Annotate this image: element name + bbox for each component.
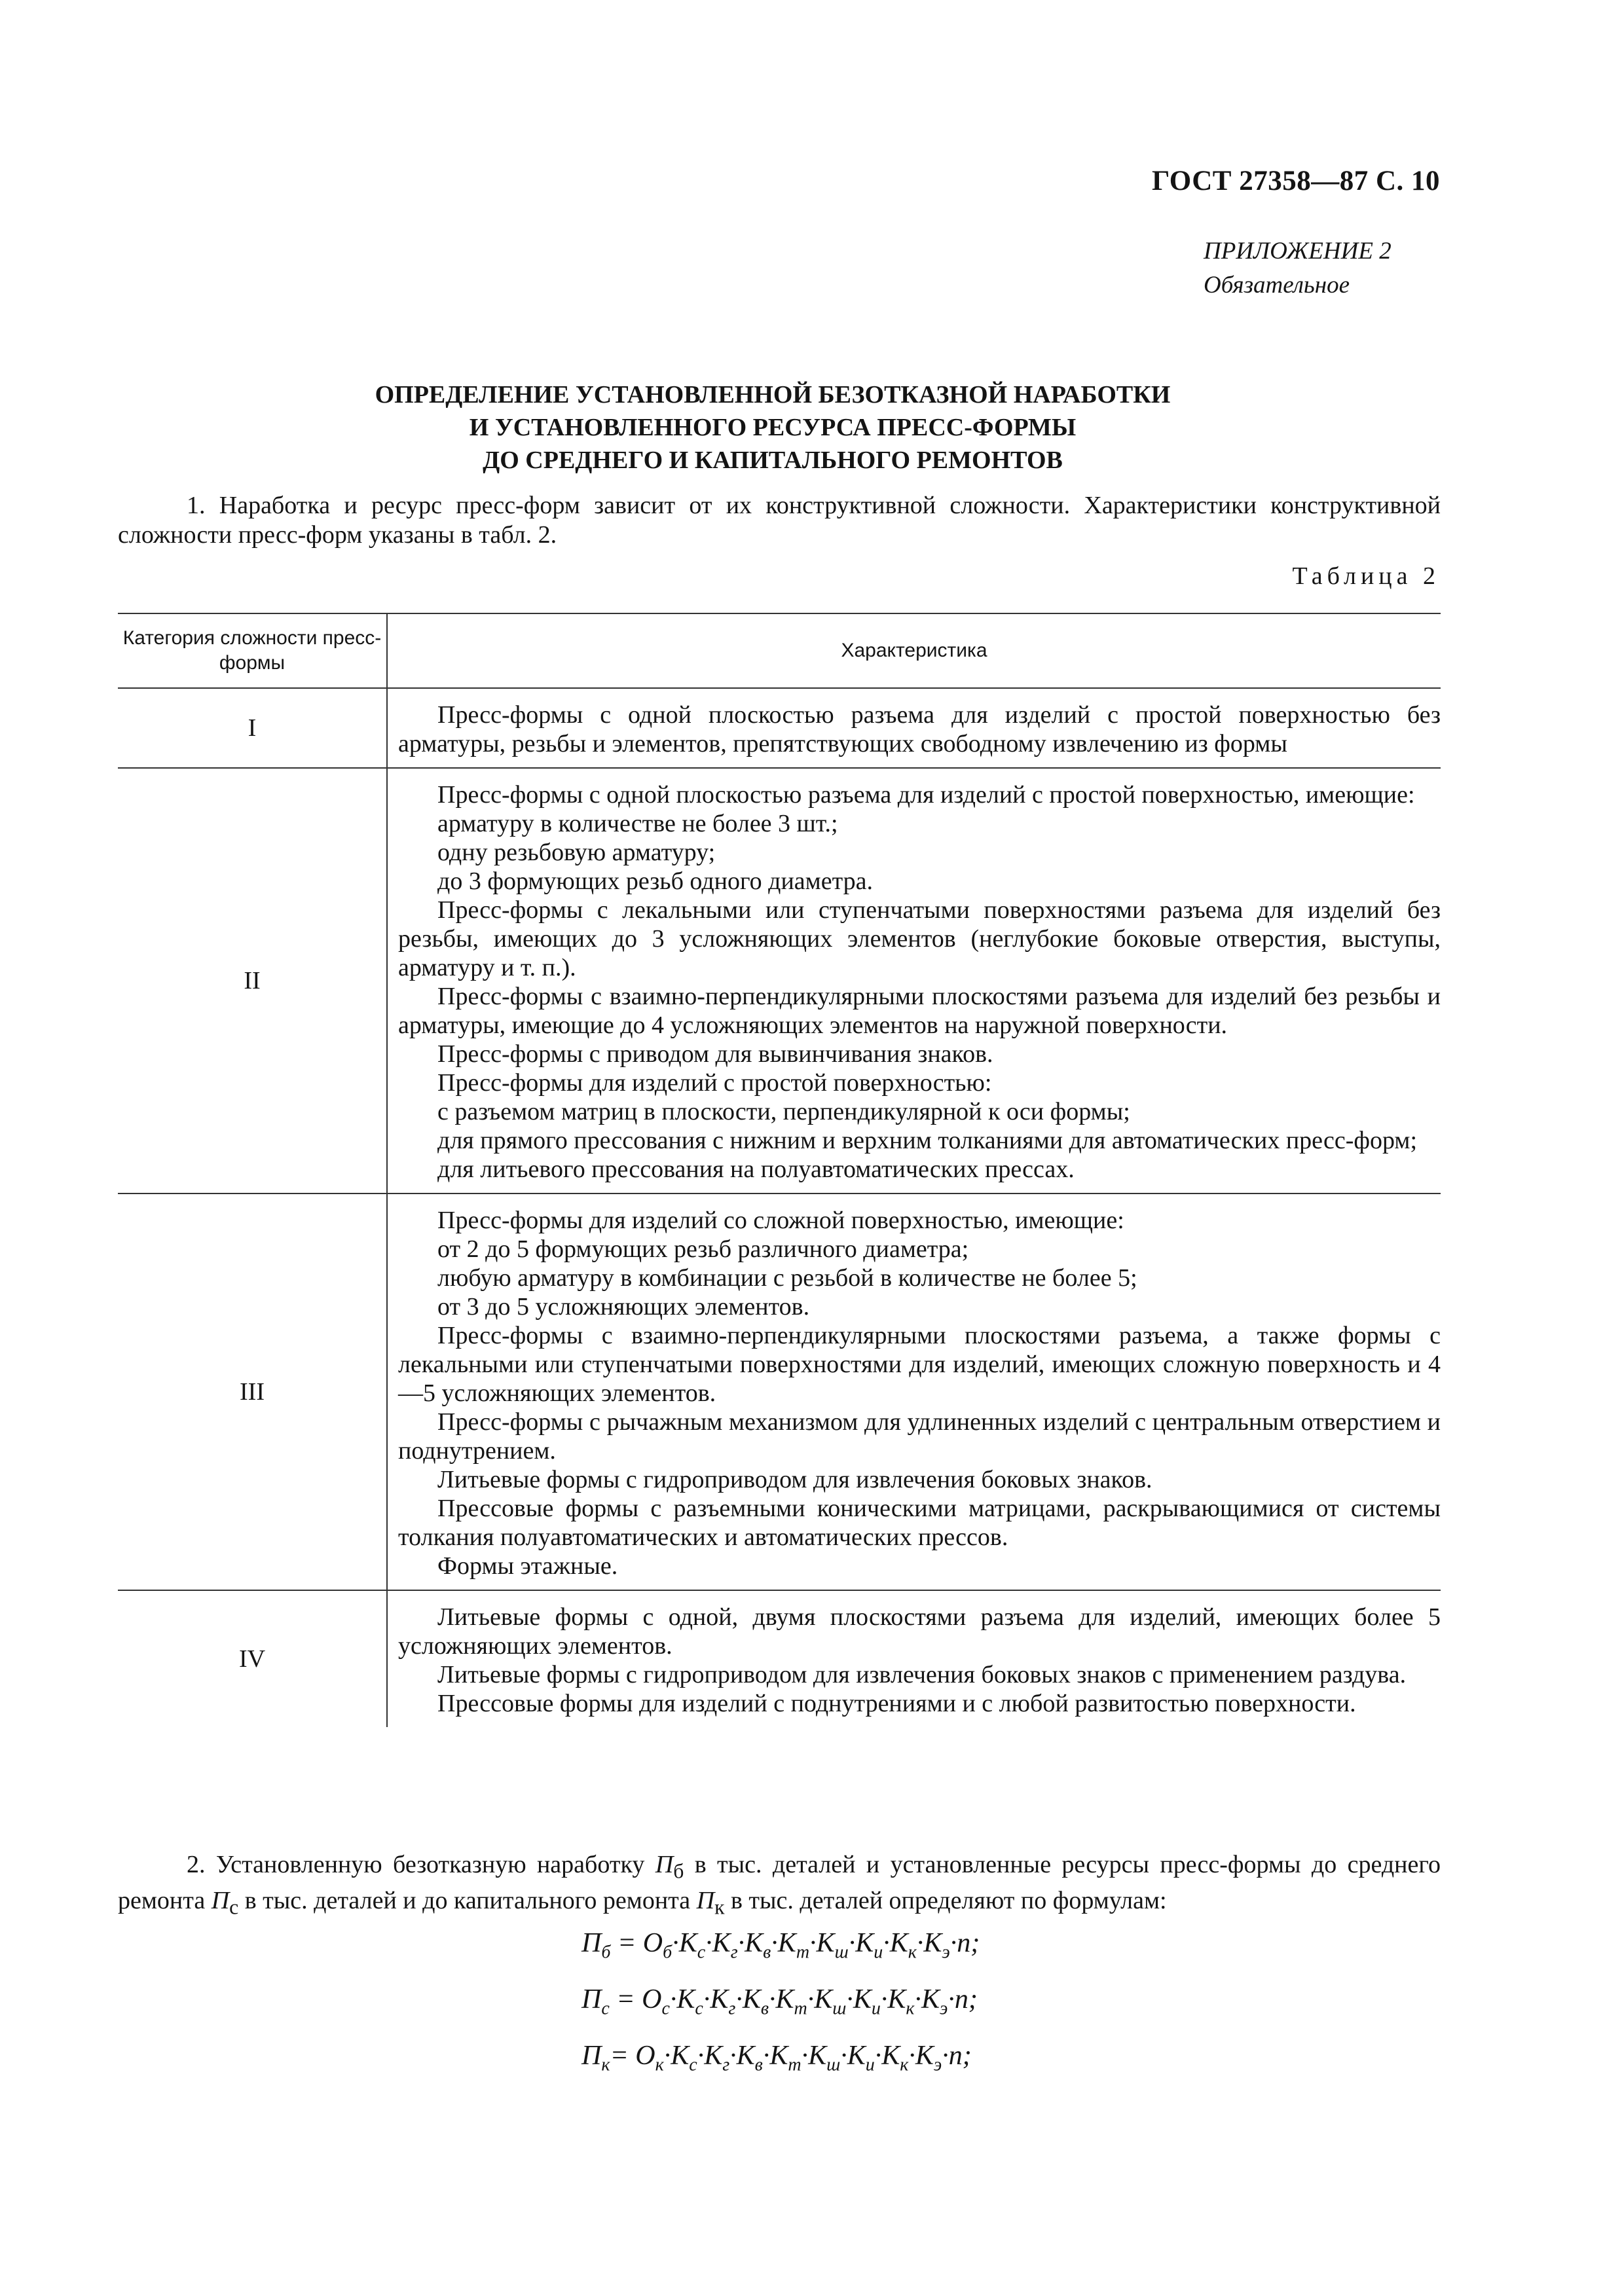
- formula-term: K: [847, 2041, 866, 2071]
- title-line: ДО СРЕДНЕГО И КАПИТАЛЬНОГО РЕМОНТОВ: [483, 446, 1063, 474]
- characteristic-line: с разъемом матриц в плоскости, перпендикулярной к оси формы;: [437, 1098, 1130, 1125]
- formula-term: О: [642, 1984, 662, 2014]
- formula-term: K: [923, 1928, 942, 1958]
- characteristic-cell: [387, 1590, 1441, 1727]
- complexity-table: [118, 613, 1441, 1727]
- characteristic-line: Пресс-формы с лекальными или ступенчатыми поверхностями разъема для изделий без резьбы, имеющих до 3 усложняющих элементов (неглубокие боковые отверстия, выступы, арматуру и т. п.).: [398, 896, 1441, 981]
- formula-term: K: [742, 1984, 761, 2014]
- formula-term: K: [887, 1984, 906, 2014]
- characteristic-line: Пресс-формы для изделий со сложной поверхностью, имеющие:: [437, 1207, 1124, 1234]
- characteristic-line: Пресс-формы с рычажным механизмом для удлиненных изделий с центральным отверстием и поднутрением.: [398, 1408, 1441, 1465]
- characteristic-line: Формы этажные.: [437, 1552, 618, 1580]
- column-header-characteristic: Характеристика: [387, 613, 1441, 688]
- characteristic-cell: [387, 768, 1441, 1194]
- table-row: [118, 768, 1441, 1194]
- characteristic-line: Литьевые формы с одной, двумя плоскостями разъема для изделий, имеющих более 5 усложняющих элементов.: [398, 1603, 1441, 1660]
- formula-term: K: [710, 1984, 729, 2014]
- table-row: [118, 688, 1441, 768]
- formula-term: K: [704, 2041, 723, 2071]
- formula-term: K: [921, 1984, 940, 2014]
- table-row: [118, 1590, 1441, 1727]
- section-title: [118, 378, 1428, 477]
- paragraph-1: 1. Наработка и ресурс пресс-форм зависит от их конструктивной сложности. Характеристики конструктивной сложности пресс-форм указаны в табл. 2.: [118, 492, 1441, 549]
- title-line: И УСТАНОВЛЕННОГО РЕСУРСА ПРЕСС-ФОРМЫ: [469, 414, 1077, 441]
- formula-pb: $П_б = О_б\cdot K_с\cdot K_г\cdot K_в\cdot K_т\cdot K_ш\cdot K_и\cdot K_к\cdot K_э\cdot n$;: [581, 1928, 980, 1963]
- formula-pc: $П_с = О_с\cdot K_с\cdot K_г\cdot K_в\cdot K_т\cdot K_ш\cdot K_и\cdot K_к\cdot K_э\cdot n$;: [581, 1984, 978, 2019]
- annex-label: ПРИЛОЖЕНИЕ 2: [1204, 238, 1392, 264]
- formula-lhs: П: [581, 2041, 602, 2071]
- formula-term: K: [814, 1984, 833, 2014]
- category-cell: IV: [118, 1590, 387, 1727]
- formula-term: О: [635, 2041, 655, 2071]
- characteristic-line: Пресс-формы для изделий с простой поверхностью:: [437, 1069, 992, 1097]
- formula-term: K: [745, 1928, 764, 1958]
- category-cell: III: [118, 1194, 387, 1590]
- annex-block: [1204, 234, 1392, 302]
- characteristic-line: Прессовые формы для изделий с поднутрениями и с любой развитостью поверхности.: [437, 1690, 1356, 1717]
- formula-term: K: [777, 1928, 796, 1958]
- formula-term: K: [775, 1984, 794, 2014]
- document-reference: ГОСТ 27358—87 С. 10: [1151, 166, 1440, 196]
- characteristic-line: Пресс-формы с одной плоскостью разъема для изделий с простой поверхностью без арматуры, резьбы и элементов, препятствующих свободному извлечению из формы: [398, 701, 1441, 757]
- formula-term: K: [889, 1928, 908, 1958]
- formula-term: K: [915, 2041, 934, 2071]
- formula-term: K: [671, 2041, 690, 2071]
- table-row: [118, 1194, 1441, 1590]
- formula-term: K: [676, 1984, 695, 2014]
- characteristic-line: от 3 до 5 усложняющих элементов.: [437, 1293, 810, 1321]
- table-header-row: [118, 613, 1441, 688]
- formula-term: K: [712, 1928, 731, 1958]
- characteristic-line: Пресс-формы с взаимно-перпендикулярными плоскостями разъема для изделий без резьбы и арматуры, имеющие до 4 усложняющих элементов на наружной поверхности.: [398, 983, 1441, 1039]
- formula-term: K: [736, 2041, 755, 2071]
- characteristic-line: Пресс-формы с приводом для вывинчивания знаков.: [437, 1040, 993, 1068]
- characteristic-line: любую арматуру в комбинации с резьбой в количестве не более 5;: [437, 1264, 1137, 1292]
- formula-term: K: [678, 1928, 697, 1958]
- characteristic-line: одну резьбовую арматуру;: [437, 839, 716, 866]
- characteristic-line: арматуру в количестве не более 3 шт.;: [437, 810, 838, 837]
- characteristic-line: Прессовые формы с разъемными коническими матрицами, раскрывающимися от системы толкания полуавтоматических и автоматических прессов.: [398, 1495, 1441, 1551]
- category-cell: I: [118, 688, 387, 768]
- title-line: ОПРЕДЕЛЕНИЕ УСТАНОВЛЕННОЙ БЕЗОТКАЗНОЙ НАРАБОТКИ: [375, 381, 1171, 409]
- characteristic-line: до 3 формующих резьб одного диаметра.: [437, 867, 874, 895]
- formula-term: K: [855, 1928, 874, 1958]
- characteristic-line: от 2 до 5 формующих резьб различного диаметра;: [437, 1235, 969, 1263]
- characteristic-cell: [387, 1194, 1441, 1590]
- formula-lhs: П: [581, 1984, 602, 2014]
- formula-lhs: П: [581, 1928, 602, 1958]
- characteristic-line: Литьевые формы с гидроприводом для извлечения боковых знаков.: [437, 1466, 1152, 1493]
- characteristic-line: для прямого прессования с нижним и верхним толканиями для автоматических пресс-форм;: [437, 1127, 1418, 1154]
- paragraph-2: 2. Установленную безотказную наработку $П_б$ в тыс. деталей и установленные ресурсы пресс-формы до среднего ремонта $П_с$ в тыс. деталей и до капитального ремонта $П_к$ в тыс. деталей определяют по формулам:: [118, 1851, 1441, 1919]
- formula-term: K: [769, 2041, 788, 2071]
- annex-status: Обязательное: [1204, 272, 1350, 299]
- characteristic-line: Пресс-формы с взаимно-перпендикулярными плоскостями разъема, а также формы с лекальными или ступенчатыми поверхностями для изделий, имеющих сложную поверхность и 4—5 усложняющих элементов.: [398, 1322, 1441, 1407]
- category-cell: II: [118, 768, 387, 1194]
- formula-term: K: [808, 2041, 827, 2071]
- formula-term: K: [816, 1928, 835, 1958]
- formula-term: О: [642, 1928, 663, 1958]
- characteristic-line: Пресс-формы с одной плоскостью разъема для изделий с простой поверхностью, имеющие:: [437, 781, 1415, 809]
- formula-term: K: [881, 2041, 900, 2071]
- table-label: Таблица 2: [1292, 562, 1440, 590]
- formula-term: K: [853, 1984, 872, 2014]
- formula-pk: $П_к= О_к\cdot K_с\cdot K_г\cdot K_в\cdot K_т\cdot K_ш\cdot K_и\cdot K_к\cdot K_э\cdot n$;: [581, 2041, 972, 2075]
- characteristic-cell: [387, 688, 1441, 768]
- characteristic-line: для литьевого прессования на полуавтоматических прессах.: [437, 1156, 1075, 1183]
- column-header-category: Категория сложности пресс-формы: [118, 613, 387, 688]
- characteristic-line: Литьевые формы с гидроприводом для извлечения боковых знаков с применением раздува.: [437, 1661, 1407, 1688]
